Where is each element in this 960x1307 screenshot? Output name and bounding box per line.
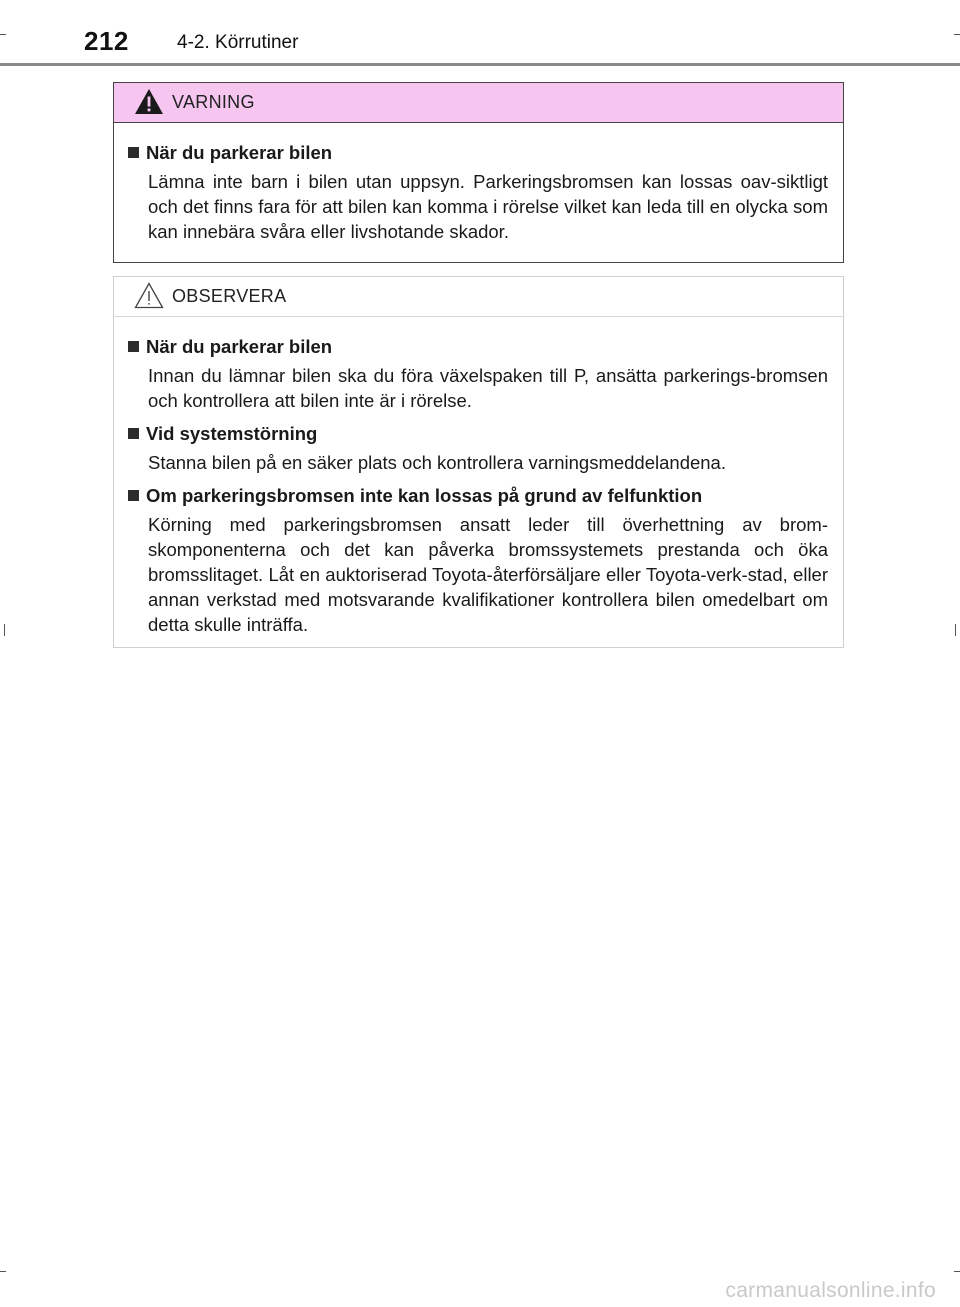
- notice-item-heading: [128, 334, 828, 359]
- warning-item-text: Lämna inte barn i bilen utan uppsyn. Parkeringsbromsen kan lossas oav-siktligt och det finns fara för att bilen kan komma i rörelse vilket kan leda till en olycka som kan innebära svåra eller livshotande skador.: [148, 171, 828, 242]
- notice-item-heading-text: Vid systemstörning: [146, 423, 318, 444]
- watermark: carmanualsonline.info: [725, 1279, 936, 1302]
- notice-item-text: Innan du lämnar bilen ska du föra växelspaken till P, ansätta parkerings-bromsen och kontrollera att bilen inte är i rörelse.: [148, 365, 828, 411]
- notice-item-text: Stanna bilen på en säker plats och kontrollera varningsmeddelandena.: [148, 452, 726, 473]
- page-header: [0, 0, 960, 66]
- notice-item-heading-text: När du parkerar bilen: [146, 336, 333, 357]
- square-bullet-icon: [128, 147, 139, 158]
- section-title: 4-2. Körrutiner: [177, 32, 299, 53]
- square-bullet-icon: [128, 341, 139, 352]
- warning-box-header: [114, 83, 843, 123]
- notice-triangle-icon: [134, 282, 164, 309]
- warning-box-body: [114, 123, 843, 244]
- notice-item: [128, 421, 828, 475]
- notice-item-heading: [128, 421, 828, 446]
- notice-item-text: Körning med parkeringsbromsen ansatt leder till överhettning av brom-skomponenterna och det kan påverka bromssystemets prestanda och öka bromsslitaget. Låt en auktoriserad Toyota-återförsäljare eller Toyota-verk-stad, eller annan verkstad med motsvarande kvalifikationer kontrollera bilen omedelbart om detta skulle inträffa.: [148, 514, 828, 635]
- warning-item: [128, 140, 828, 244]
- notice-item-heading: [128, 483, 828, 508]
- square-bullet-icon: [128, 490, 139, 501]
- notice-box: [113, 276, 844, 648]
- notice-item: [128, 334, 828, 413]
- crop-mark: [0, 1271, 6, 1272]
- notice-box-body: [114, 317, 843, 637]
- crop-mark: [955, 624, 956, 636]
- notice-box-label: OBSERVERA: [172, 286, 287, 306]
- crop-mark: [954, 1271, 960, 1272]
- warning-item-heading: [128, 140, 828, 165]
- crop-mark: [4, 624, 5, 636]
- warning-box-label: VARNING: [172, 92, 255, 112]
- header-divider: [0, 63, 960, 66]
- warning-item-heading-text: När du parkerar bilen: [146, 142, 333, 163]
- warning-box: [113, 82, 844, 263]
- page-number: 212: [84, 26, 129, 56]
- notice-box-header: [114, 277, 843, 317]
- warning-triangle-icon: [134, 88, 164, 115]
- notice-item-heading-text: Om parkeringsbromsen inte kan lossas på grund av felfunktion: [146, 485, 703, 506]
- square-bullet-icon: [128, 428, 139, 439]
- notice-item: [128, 483, 828, 637]
